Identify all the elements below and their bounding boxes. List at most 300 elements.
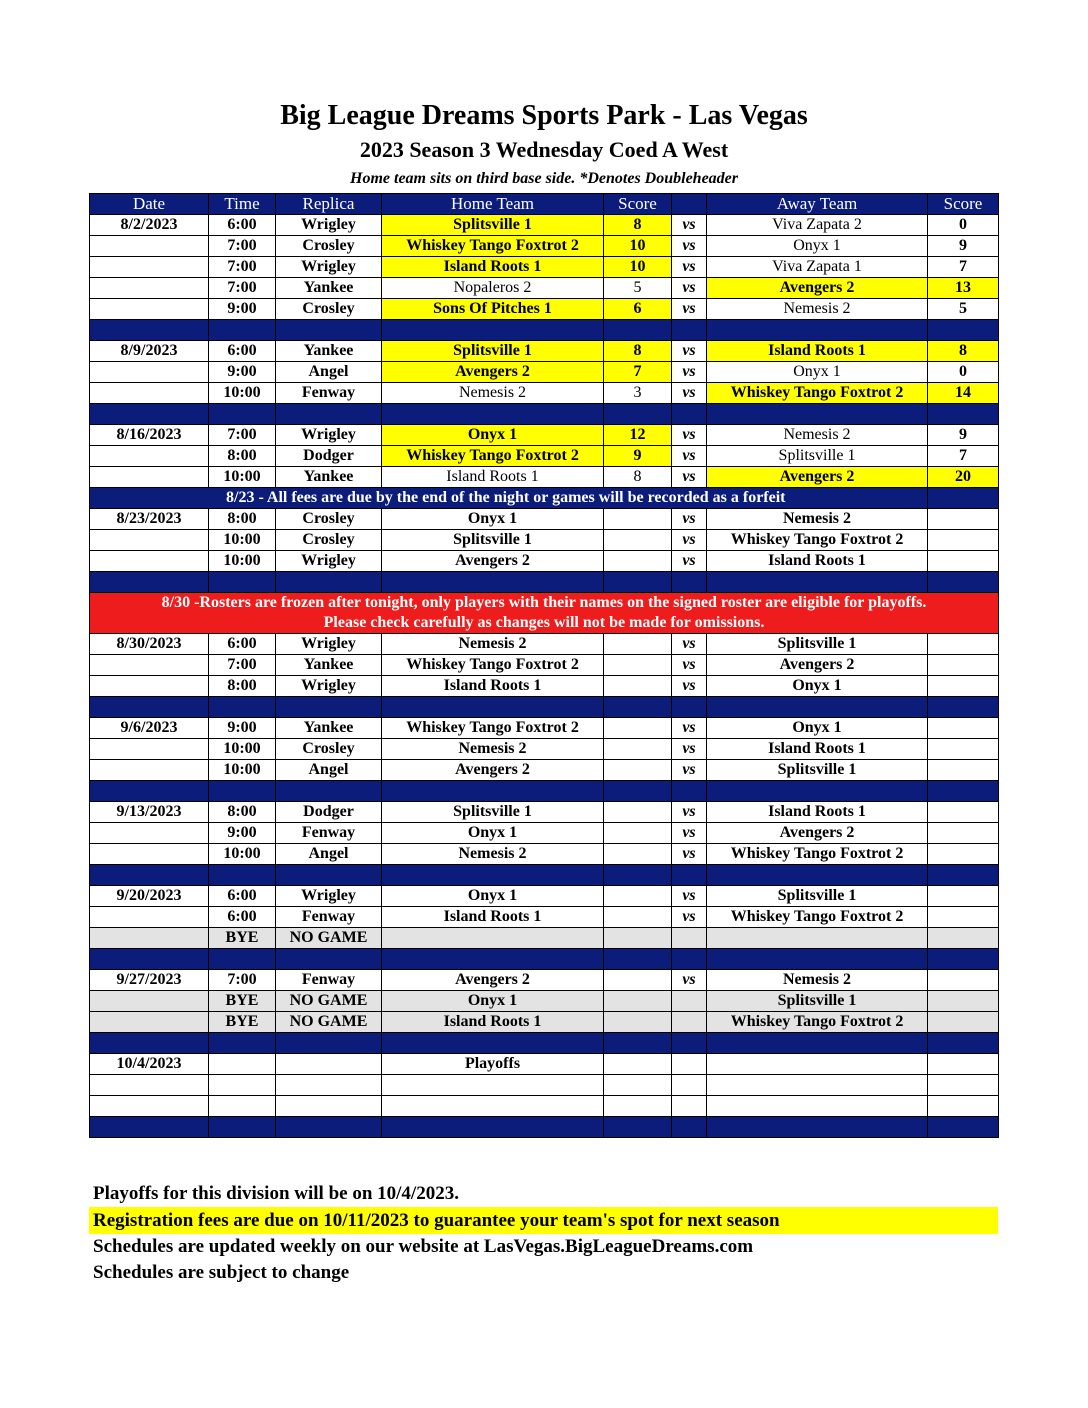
field-cell: Crosley — [276, 299, 382, 320]
time-cell: 9:00 — [209, 362, 276, 383]
separator-cell — [90, 320, 209, 341]
field-cell: Wrigley — [276, 886, 382, 907]
away-team-cell: Onyx 1 — [707, 718, 928, 739]
time-cell: 6:00 — [209, 341, 276, 362]
home-score-cell — [604, 676, 672, 697]
time-cell: 10:00 — [209, 530, 276, 551]
date-cell — [90, 928, 209, 949]
date-cell — [90, 278, 209, 299]
away-score-cell — [928, 823, 999, 844]
vs-cell: vs — [672, 278, 707, 299]
date-cell — [90, 907, 209, 928]
home-team-cell: Sons Of Pitches 1 — [382, 299, 604, 320]
separator-cell — [209, 1033, 276, 1054]
separator-cell — [382, 949, 604, 970]
home-team-cell: Onyx 1 — [382, 509, 604, 530]
separator-cell — [276, 865, 382, 886]
date-cell — [90, 823, 209, 844]
vs-cell: vs — [672, 634, 707, 655]
home-team-cell: Onyx 1 — [382, 886, 604, 907]
time-cell — [209, 1096, 276, 1117]
home-team-cell: Whiskey Tango Foxtrot 2 — [382, 655, 604, 676]
home-score-cell — [604, 1054, 672, 1075]
home-team-cell: Avengers 2 — [382, 551, 604, 572]
separator-cell — [604, 320, 672, 341]
date-cell — [90, 1012, 209, 1033]
game-row — [90, 509, 999, 530]
field-cell — [276, 1054, 382, 1075]
away-team-cell: Whiskey Tango Foxtrot 2 — [707, 530, 928, 551]
bye-row — [90, 991, 999, 1012]
away-team-cell: Onyx 1 — [707, 362, 928, 383]
date-cell — [90, 655, 209, 676]
home-score-cell — [604, 551, 672, 572]
separator-cell — [928, 781, 999, 802]
separator-cell — [707, 865, 928, 886]
vs-cell: vs — [672, 886, 707, 907]
date-cell — [90, 1075, 209, 1096]
field-cell: Angel — [276, 844, 382, 865]
time-cell: 6:00 — [209, 886, 276, 907]
vs-cell — [672, 928, 707, 949]
home-team-cell: Avengers 2 — [382, 760, 604, 781]
notice-cell — [90, 488, 928, 509]
home-score-cell — [604, 739, 672, 760]
separator-cell — [604, 949, 672, 970]
date-cell: 8/9/2023 — [90, 341, 209, 362]
notice-blank-cell — [928, 488, 999, 509]
date-cell — [90, 760, 209, 781]
away-score-cell — [928, 676, 999, 697]
game-row — [90, 676, 999, 697]
separator-cell — [672, 865, 707, 886]
footer-playoffs-note: Playoffs for this division will be on 10/4/2023. — [93, 1183, 459, 1204]
game-row — [90, 362, 999, 383]
home-team-cell: Avengers 2 — [382, 970, 604, 991]
separator-cell — [928, 404, 999, 425]
separator-cell — [90, 949, 209, 970]
away-score-cell — [928, 655, 999, 676]
vs-cell: vs — [672, 530, 707, 551]
week-separator-row — [90, 697, 999, 718]
field-cell: Crosley — [276, 509, 382, 530]
separator-cell — [604, 572, 672, 593]
field-cell: Dodger — [276, 446, 382, 467]
vs-cell: vs — [672, 341, 707, 362]
separator-cell — [209, 865, 276, 886]
game-row — [90, 739, 999, 760]
away-score-cell — [928, 802, 999, 823]
home-team-cell: Splitsville 1 — [382, 341, 604, 362]
field-cell — [276, 1075, 382, 1096]
field-cell: Wrigley — [276, 425, 382, 446]
game-row — [90, 823, 999, 844]
home-score-cell: 10 — [604, 236, 672, 257]
home-team-cell: Playoffs — [382, 1054, 604, 1075]
away-score-cell: 9 — [928, 425, 999, 446]
date-cell — [90, 383, 209, 404]
header-home-score: Score — [604, 194, 672, 215]
time-cell: 7:00 — [209, 425, 276, 446]
home-team-cell: Island Roots 1 — [382, 676, 604, 697]
date-cell — [90, 844, 209, 865]
date-cell — [90, 551, 209, 572]
away-team-cell: Nemesis 2 — [707, 509, 928, 530]
away-team-cell: Whiskey Tango Foxtrot 2 — [707, 383, 928, 404]
date-cell: 8/23/2023 — [90, 509, 209, 530]
week-separator-row — [90, 1117, 999, 1138]
home-score-cell — [604, 1012, 672, 1033]
home-score-cell — [604, 655, 672, 676]
vs-cell: vs — [672, 467, 707, 488]
away-score-cell: 7 — [928, 257, 999, 278]
separator-cell — [276, 1117, 382, 1138]
away-score-cell: 9 — [928, 236, 999, 257]
separator-cell — [707, 404, 928, 425]
game-row — [90, 844, 999, 865]
page-subtitle: 2023 Season 3 Wednesday Coed A West — [359, 137, 729, 162]
separator-cell — [672, 572, 707, 593]
time-cell: 8:00 — [209, 446, 276, 467]
game-row — [90, 802, 999, 823]
away-team-cell: Avengers 2 — [707, 655, 928, 676]
vs-cell: vs — [672, 383, 707, 404]
time-cell: 7:00 — [209, 236, 276, 257]
home-team-cell: Nopaleros 2 — [382, 278, 604, 299]
home-score-cell — [604, 718, 672, 739]
separator-cell — [382, 1117, 604, 1138]
separator-cell — [928, 697, 999, 718]
separator-cell — [928, 1117, 999, 1138]
roster-notice-cell — [90, 593, 999, 634]
time-cell: 8:00 — [209, 509, 276, 530]
away-team-cell: Splitsville 1 — [707, 760, 928, 781]
field-cell: NO GAME — [276, 928, 382, 949]
game-row — [90, 634, 999, 655]
home-team-cell: Whiskey Tango Foxtrot 2 — [382, 236, 604, 257]
field-cell: Fenway — [276, 907, 382, 928]
week-separator-row — [90, 949, 999, 970]
separator-cell — [90, 572, 209, 593]
schedule-note: Home team sits on third base side. *Denotes Doubleheader — [350, 170, 738, 187]
field-cell: Yankee — [276, 341, 382, 362]
roster-freeze-notice-row — [90, 593, 999, 634]
time-cell: 10:00 — [209, 844, 276, 865]
date-cell — [90, 257, 209, 278]
away-score-cell: 7 — [928, 446, 999, 467]
week-separator-row — [90, 404, 999, 425]
date-cell: 9/13/2023 — [90, 802, 209, 823]
vs-cell: vs — [672, 739, 707, 760]
vs-cell: vs — [672, 509, 707, 530]
footer-website-note: Schedules are updated weekly on our website at LasVegas.BigLeagueDreams.com — [93, 1236, 754, 1257]
vs-cell: vs — [672, 676, 707, 697]
field-cell: Fenway — [276, 823, 382, 844]
separator-cell — [382, 781, 604, 802]
home-score-cell: 8 — [604, 215, 672, 236]
game-row — [90, 383, 999, 404]
away-team-cell: Splitsville 1 — [707, 446, 928, 467]
away-team-cell — [707, 1054, 928, 1075]
game-row — [90, 1096, 999, 1117]
field-cell — [276, 1096, 382, 1117]
home-team-cell: Island Roots 1 — [382, 467, 604, 488]
away-team-cell: Nemesis 2 — [707, 970, 928, 991]
away-score-cell — [928, 634, 999, 655]
away-score-cell: 0 — [928, 215, 999, 236]
away-team-cell: Whiskey Tango Foxtrot 2 — [707, 844, 928, 865]
away-score-cell: 5 — [928, 299, 999, 320]
time-cell — [209, 1075, 276, 1096]
away-score-cell: 8 — [928, 341, 999, 362]
header-time: Time — [209, 194, 276, 215]
fees-notice-row — [90, 488, 999, 509]
away-score-cell — [928, 928, 999, 949]
separator-cell — [209, 320, 276, 341]
separator-cell — [209, 404, 276, 425]
away-team-cell: Splitsville 1 — [707, 634, 928, 655]
field-cell: Fenway — [276, 970, 382, 991]
field-cell: Angel — [276, 362, 382, 383]
vs-cell: vs — [672, 257, 707, 278]
separator-cell — [707, 697, 928, 718]
field-cell: Wrigley — [276, 634, 382, 655]
separator-cell — [707, 572, 928, 593]
vs-cell — [672, 1054, 707, 1075]
field-cell: NO GAME — [276, 991, 382, 1012]
field-cell: Wrigley — [276, 215, 382, 236]
field-cell: Yankee — [276, 655, 382, 676]
game-row — [90, 718, 999, 739]
vs-cell: vs — [672, 299, 707, 320]
separator-cell — [209, 697, 276, 718]
field-cell: NO GAME — [276, 1012, 382, 1033]
time-cell: 10:00 — [209, 383, 276, 404]
field-cell: Wrigley — [276, 257, 382, 278]
home-score-cell: 5 — [604, 278, 672, 299]
separator-cell — [604, 1117, 672, 1138]
vs-cell: vs — [672, 970, 707, 991]
away-team-cell: Island Roots 1 — [707, 551, 928, 572]
vs-cell — [672, 1012, 707, 1033]
vs-cell: vs — [672, 425, 707, 446]
date-cell — [90, 467, 209, 488]
time-cell — [209, 1054, 276, 1075]
vs-cell — [672, 1075, 707, 1096]
game-row — [90, 425, 999, 446]
time-cell: 9:00 — [209, 299, 276, 320]
roster-notice-line-1: 8/30 -Rosters are frozen after tonight, only players with their names on the signed roster are eligible for playoffs. — [161, 594, 927, 611]
away-team-cell: Viva Zapata 1 — [707, 257, 928, 278]
separator-cell — [604, 404, 672, 425]
time-cell: 10:00 — [209, 760, 276, 781]
home-team-cell: Island Roots 1 — [382, 257, 604, 278]
footer-change-note: Schedules are subject to change — [93, 1262, 350, 1283]
time-cell: BYE — [209, 991, 276, 1012]
away-score-cell — [928, 551, 999, 572]
separator-cell — [90, 697, 209, 718]
game-row — [90, 257, 999, 278]
home-team-cell — [382, 928, 604, 949]
home-team-cell: Splitsville 1 — [382, 802, 604, 823]
time-cell: 8:00 — [209, 676, 276, 697]
separator-cell — [382, 865, 604, 886]
away-score-cell — [928, 991, 999, 1012]
home-team-cell: Splitsville 1 — [382, 530, 604, 551]
time-cell: 7:00 — [209, 257, 276, 278]
separator-cell — [276, 781, 382, 802]
game-row — [90, 551, 999, 572]
separator-cell — [928, 949, 999, 970]
away-team-cell: Viva Zapata 2 — [707, 215, 928, 236]
date-cell — [90, 446, 209, 467]
home-team-cell: Splitsville 1 — [382, 215, 604, 236]
vs-cell: vs — [672, 802, 707, 823]
vs-cell: vs — [672, 446, 707, 467]
separator-cell — [276, 697, 382, 718]
separator-cell — [209, 572, 276, 593]
home-team-cell: Island Roots 1 — [382, 1012, 604, 1033]
field-cell: Crosley — [276, 739, 382, 760]
game-row — [90, 341, 999, 362]
game-row — [90, 1054, 999, 1075]
date-cell — [90, 1096, 209, 1117]
separator-cell — [928, 572, 999, 593]
away-team-cell: Island Roots 1 — [707, 739, 928, 760]
separator-cell — [672, 1033, 707, 1054]
time-cell: 9:00 — [209, 718, 276, 739]
field-cell: Wrigley — [276, 676, 382, 697]
schedule-body — [90, 215, 999, 1138]
field-cell: Yankee — [276, 718, 382, 739]
date-cell — [90, 530, 209, 551]
away-team-cell: Island Roots 1 — [707, 341, 928, 362]
home-team-cell — [382, 1075, 604, 1096]
bye-row — [90, 928, 999, 949]
home-score-cell — [604, 1075, 672, 1096]
vs-cell: vs — [672, 760, 707, 781]
game-row — [90, 278, 999, 299]
separator-cell — [276, 572, 382, 593]
away-team-cell: Whiskey Tango Foxtrot 2 — [707, 1012, 928, 1033]
header-replica: Replica — [276, 194, 382, 215]
home-team-cell: Nemesis 2 — [382, 844, 604, 865]
home-score-cell — [604, 970, 672, 991]
home-team-cell: Nemesis 2 — [382, 383, 604, 404]
date-cell: 9/6/2023 — [90, 718, 209, 739]
game-row — [90, 760, 999, 781]
away-team-cell: Onyx 1 — [707, 676, 928, 697]
time-cell: 6:00 — [209, 215, 276, 236]
date-cell — [90, 236, 209, 257]
vs-cell: vs — [672, 655, 707, 676]
home-score-cell — [604, 991, 672, 1012]
away-team-cell: Onyx 1 — [707, 236, 928, 257]
game-row — [90, 907, 999, 928]
field-cell: Wrigley — [276, 551, 382, 572]
separator-cell — [707, 1033, 928, 1054]
vs-cell: vs — [672, 551, 707, 572]
separator-cell — [276, 949, 382, 970]
home-score-cell — [604, 802, 672, 823]
home-score-cell — [604, 886, 672, 907]
home-score-cell — [604, 509, 672, 530]
field-cell: Crosley — [276, 236, 382, 257]
fees-notice-text: 8/23 - All fees are due by the end of the night or games will be recorded as a forfeit — [226, 489, 786, 506]
game-row — [90, 467, 999, 488]
separator-cell — [928, 865, 999, 886]
separator-cell — [707, 949, 928, 970]
home-team-cell: Onyx 1 — [382, 823, 604, 844]
separator-cell — [707, 320, 928, 341]
away-score-cell — [928, 907, 999, 928]
home-team-cell: Avengers 2 — [382, 362, 604, 383]
time-cell: BYE — [209, 928, 276, 949]
home-team-cell: Whiskey Tango Foxtrot 2 — [382, 446, 604, 467]
home-score-cell — [604, 844, 672, 865]
home-score-cell — [604, 634, 672, 655]
away-score-cell: 13 — [928, 278, 999, 299]
separator-cell — [382, 697, 604, 718]
week-separator-row — [90, 865, 999, 886]
away-score-cell — [928, 718, 999, 739]
separator-cell — [672, 949, 707, 970]
game-row — [90, 1075, 999, 1096]
page-title: Big League Dreams Sports Park - Las Vegas — [280, 100, 808, 131]
separator-cell — [209, 781, 276, 802]
away-score-cell: 14 — [928, 383, 999, 404]
away-score-cell — [928, 739, 999, 760]
separator-cell — [707, 1117, 928, 1138]
home-team-cell: Nemesis 2 — [382, 739, 604, 760]
away-team-cell — [707, 1075, 928, 1096]
away-team-cell — [707, 1096, 928, 1117]
home-score-cell: 9 — [604, 446, 672, 467]
home-score-cell — [604, 760, 672, 781]
separator-cell — [209, 949, 276, 970]
separator-cell — [707, 781, 928, 802]
week-separator-row — [90, 320, 999, 341]
away-score-cell — [928, 1096, 999, 1117]
away-score-cell — [928, 886, 999, 907]
home-team-cell: Nemesis 2 — [382, 634, 604, 655]
separator-cell — [604, 865, 672, 886]
home-score-cell — [604, 530, 672, 551]
game-row — [90, 236, 999, 257]
separator-cell — [604, 697, 672, 718]
time-cell: 10:00 — [209, 551, 276, 572]
header-date: Date — [90, 194, 209, 215]
date-cell — [90, 299, 209, 320]
date-cell — [90, 991, 209, 1012]
vs-cell: vs — [672, 844, 707, 865]
time-cell: BYE — [209, 1012, 276, 1033]
away-score-cell — [928, 844, 999, 865]
date-cell: 10/4/2023 — [90, 1054, 209, 1075]
separator-cell — [90, 781, 209, 802]
week-separator-row — [90, 781, 999, 802]
separator-cell — [90, 865, 209, 886]
roster-notice-line-2: Please check carefully as changes will not be made for omissions. — [323, 614, 765, 631]
home-score-cell — [604, 823, 672, 844]
home-team-cell: Whiskey Tango Foxtrot 2 — [382, 718, 604, 739]
vs-cell: vs — [672, 718, 707, 739]
date-cell — [90, 676, 209, 697]
away-team-cell — [707, 928, 928, 949]
bye-row — [90, 1012, 999, 1033]
home-score-cell: 3 — [604, 383, 672, 404]
separator-cell — [276, 320, 382, 341]
